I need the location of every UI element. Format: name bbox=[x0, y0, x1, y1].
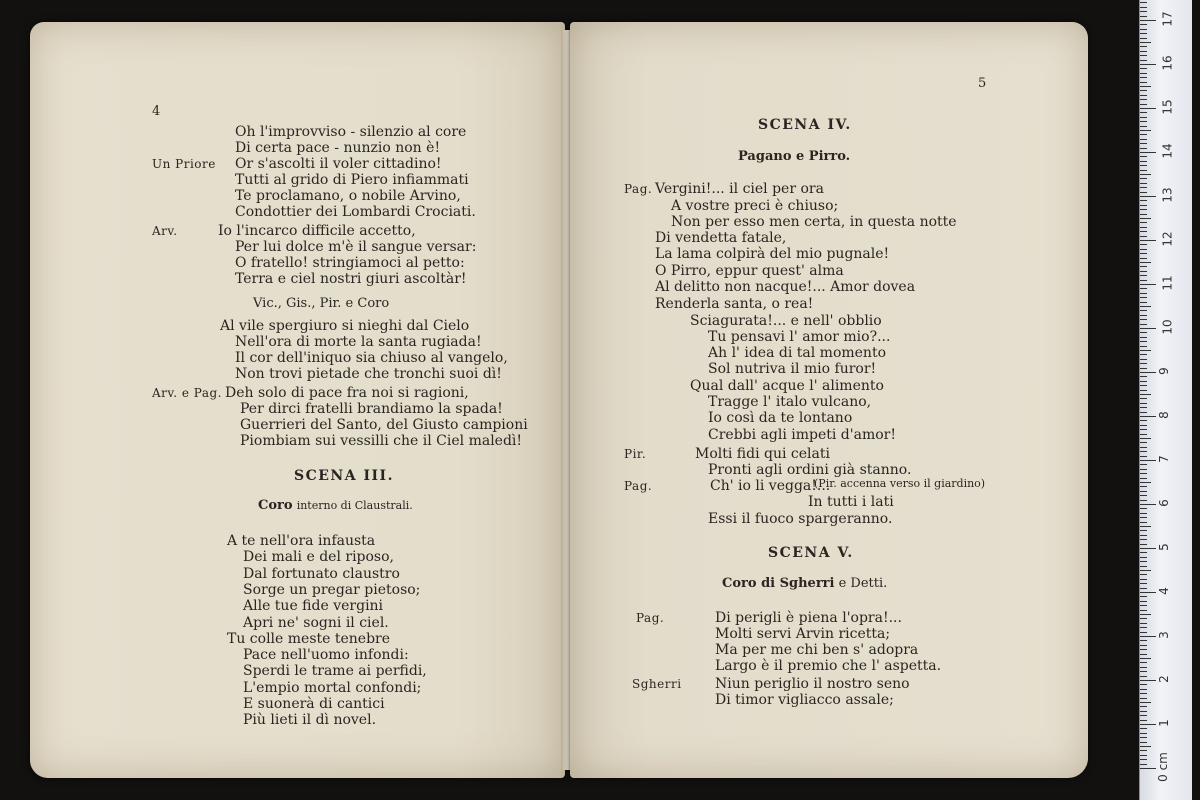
ruler-tick bbox=[1140, 733, 1147, 734]
chorus-line: Dal fortunato claustro bbox=[243, 565, 400, 582]
ruler-tick bbox=[1140, 768, 1156, 769]
verse-line: Sciagurata!... e nell' obblio bbox=[690, 313, 882, 329]
ruler-tick bbox=[1140, 244, 1147, 245]
ruler-tick bbox=[1140, 447, 1147, 448]
ruler-tick bbox=[1140, 438, 1151, 439]
ruler-tick bbox=[1140, 764, 1147, 765]
ruler-tick bbox=[1140, 178, 1147, 179]
ruler-tick bbox=[1140, 469, 1147, 470]
ruler-tick bbox=[1140, 596, 1147, 597]
ruler-tick bbox=[1140, 95, 1147, 96]
ruler-tick bbox=[1140, 121, 1147, 122]
ruler-tick bbox=[1140, 601, 1147, 602]
ruler-tick bbox=[1140, 420, 1147, 421]
verse-line: Nell'ora di morte la santa rugiada! bbox=[235, 334, 482, 350]
ruler-tick bbox=[1140, 117, 1147, 118]
chorus-line: E suonerà di cantici bbox=[243, 696, 385, 712]
verse-line: Condottier dei Lombardi Crociati. bbox=[235, 204, 476, 220]
ruler-tick bbox=[1140, 7, 1147, 8]
scene-3-subtitle bbox=[258, 498, 413, 513]
scene-3-sub-rest: interno di Claustrali. bbox=[296, 499, 413, 512]
chorus-line: L'empio mortal confondi; bbox=[243, 679, 422, 696]
chorus-line: Pace nell'uomo infondi: bbox=[243, 647, 409, 664]
scene-5-sub-bold: Coro di Sgherri bbox=[722, 576, 835, 591]
ruler-tick bbox=[1140, 38, 1147, 39]
ruler-tick bbox=[1140, 579, 1147, 580]
ruler-tick bbox=[1140, 293, 1147, 294]
ruler-tick bbox=[1140, 77, 1147, 78]
ruler-tick bbox=[1140, 552, 1147, 553]
ruler-tick bbox=[1140, 33, 1147, 34]
verse-line: Di certa pace - nunzio non è! bbox=[235, 140, 441, 156]
ruler-tick bbox=[1140, 73, 1147, 74]
ruler-tick bbox=[1140, 610, 1147, 611]
scene-5-title: SCENA V. bbox=[768, 545, 854, 561]
ruler-tick bbox=[1140, 728, 1147, 729]
ruler-tick bbox=[1140, 302, 1147, 303]
verse-line: Oh l'improvviso - silenzio al core bbox=[235, 124, 467, 140]
ruler-tick bbox=[1140, 482, 1151, 483]
ruler-tick bbox=[1140, 588, 1147, 589]
chorus-line: Apri ne' sogni il ciel. bbox=[243, 614, 389, 631]
ruler-tick bbox=[1140, 618, 1147, 619]
ruler-tick bbox=[1140, 271, 1147, 272]
ruler-tick bbox=[1140, 755, 1147, 756]
ruler-tick bbox=[1140, 720, 1147, 721]
ruler-tick bbox=[1140, 332, 1147, 333]
ruler-tick bbox=[1140, 570, 1151, 571]
ruler-tick bbox=[1140, 407, 1147, 408]
ruler-tick bbox=[1140, 60, 1147, 61]
speaker-label: Pag. bbox=[624, 182, 653, 196]
ruler-tick bbox=[1140, 460, 1156, 461]
measurement-ruler bbox=[1139, 0, 1192, 800]
ruler-tick bbox=[1140, 310, 1147, 311]
chorus-line: Sorge un pregar pietoso; bbox=[243, 581, 421, 598]
ruler-tick bbox=[1140, 429, 1147, 430]
verse-line: Deh solo di pace fra noi si ragioni, bbox=[225, 385, 469, 401]
ruler-tick bbox=[1140, 161, 1147, 162]
verse-line: Tutti al grido di Piero infiammati bbox=[235, 172, 469, 188]
ruler-tick bbox=[1140, 627, 1147, 628]
verse-line: Ma per me chi ben s' adopra bbox=[715, 642, 919, 658]
ruler-tick bbox=[1140, 143, 1147, 144]
ruler-tick bbox=[1140, 671, 1147, 672]
chorus-line: Dei mali e del riposo, bbox=[243, 549, 394, 566]
scene-4-title: SCENA IV. bbox=[758, 117, 852, 133]
ruler-tick bbox=[1140, 134, 1147, 135]
verse-line: Per dirci fratelli brandiamo la spada! bbox=[240, 401, 503, 417]
ruler-tick bbox=[1140, 328, 1156, 329]
verse-line: Sol nutriva il mio furor! bbox=[708, 361, 877, 377]
verse-line: In tutti i lati bbox=[808, 494, 894, 510]
ruler-tick bbox=[1140, 108, 1156, 109]
ruler-tick bbox=[1140, 451, 1147, 452]
ruler-tick bbox=[1140, 689, 1147, 690]
ruler-tick bbox=[1140, 478, 1147, 479]
ruler-tick bbox=[1140, 390, 1147, 391]
ruler-tick bbox=[1140, 530, 1147, 531]
ruler-tick bbox=[1140, 90, 1147, 91]
ruler-tick bbox=[1140, 156, 1147, 157]
ruler-tick bbox=[1140, 649, 1147, 650]
ruler-tick bbox=[1140, 315, 1147, 316]
ruler-tick bbox=[1140, 112, 1147, 113]
ruler-number: 11 bbox=[1160, 275, 1175, 291]
speaker-label: Pag. bbox=[636, 611, 665, 625]
verse-line: Per lui dolce m'è il sangue versar: bbox=[235, 239, 477, 255]
ruler-tick bbox=[1140, 517, 1147, 518]
ruler-tick bbox=[1140, 196, 1156, 197]
verse-line: O fratello! stringiamoci al petto: bbox=[235, 255, 465, 271]
ruler-tick bbox=[1140, 297, 1147, 298]
verse-line: Molti fidi qui celati bbox=[695, 446, 830, 462]
ruler-tick bbox=[1140, 275, 1147, 276]
ruler-number: 5 bbox=[1156, 543, 1171, 551]
speaker-label: Pir. bbox=[624, 447, 647, 461]
ruler-tick bbox=[1140, 262, 1151, 263]
ruler-tick bbox=[1140, 737, 1147, 738]
ruler-tick bbox=[1140, 236, 1147, 237]
ruler-tick bbox=[1140, 693, 1147, 694]
ruler-tick bbox=[1140, 654, 1147, 655]
ruler-tick bbox=[1140, 746, 1151, 747]
ruler-tick bbox=[1140, 544, 1147, 545]
ruler-tick bbox=[1140, 200, 1147, 201]
ruler-number: 17 bbox=[1160, 11, 1175, 27]
right-page-number: 5 bbox=[978, 76, 987, 91]
ruler-tick bbox=[1140, 11, 1147, 12]
ruler-tick bbox=[1140, 715, 1147, 716]
ruler-tick bbox=[1140, 491, 1147, 492]
ruler-tick bbox=[1140, 99, 1147, 100]
ruler-tick bbox=[1140, 82, 1147, 83]
ruler-tick bbox=[1140, 526, 1151, 527]
verse-line: Di vendetta fatale, bbox=[655, 230, 787, 246]
verse-line: O Pirro, eppur quest' alma bbox=[655, 263, 844, 279]
verse-line: Tragge l' italo vulcano, bbox=[708, 394, 872, 410]
ruler-tick bbox=[1140, 368, 1147, 369]
ruler-tick bbox=[1140, 253, 1147, 254]
ruler-tick bbox=[1140, 711, 1147, 712]
verse-line: Qual dall' acque l' alimento bbox=[690, 378, 884, 394]
ruler-tick bbox=[1140, 280, 1147, 281]
ruler-number: 15 bbox=[1160, 99, 1175, 115]
ruler-tick bbox=[1140, 126, 1147, 127]
ruler-tick bbox=[1140, 473, 1147, 474]
ruler-tick bbox=[1140, 86, 1151, 87]
ruler-tick bbox=[1140, 698, 1147, 699]
ruler-tick bbox=[1140, 645, 1147, 646]
ruler-tick bbox=[1140, 183, 1147, 184]
ruler-number: 10 bbox=[1160, 319, 1175, 335]
ruler-tick bbox=[1140, 306, 1151, 307]
ruler-tick bbox=[1140, 658, 1151, 659]
ruler-tick bbox=[1140, 240, 1156, 241]
ruler-tick bbox=[1140, 456, 1147, 457]
ruler-tick bbox=[1140, 513, 1147, 514]
verse-line: Io così da te lontano bbox=[708, 410, 853, 426]
ruler-number: 13 bbox=[1160, 187, 1175, 203]
ruler-tick bbox=[1140, 51, 1147, 52]
ruler-tick bbox=[1140, 350, 1151, 351]
verse-line: Molti servi Arvin ricetta; bbox=[715, 626, 891, 642]
ruler-tick bbox=[1140, 258, 1147, 259]
ruler-tick bbox=[1140, 341, 1147, 342]
ruler-tick bbox=[1140, 680, 1156, 681]
ruler-tick bbox=[1140, 398, 1147, 399]
ruler-number: 2 bbox=[1156, 675, 1171, 683]
verse-line: Ch' io li vegga!... bbox=[710, 478, 831, 494]
verse-line: Piombiam sui vessilli che il Ciel maledì! bbox=[240, 433, 523, 449]
verse-line: Essi il fuoco spargeranno. bbox=[708, 511, 893, 527]
ruler-tick bbox=[1140, 706, 1147, 707]
verse-line: Pronti agli ordini già stanno. bbox=[708, 462, 912, 478]
ruler-tick bbox=[1140, 192, 1147, 193]
ruler-tick bbox=[1140, 55, 1147, 56]
ruler-tick bbox=[1140, 557, 1147, 558]
ruler-tick bbox=[1140, 130, 1151, 131]
ruler-tick bbox=[1140, 561, 1147, 562]
verse-line: Io l'incarco difficile accetto, bbox=[218, 223, 416, 239]
ruler-tick bbox=[1140, 139, 1147, 140]
scene-3-title: SCENA III. bbox=[294, 468, 394, 484]
speaker-label: Un Priore bbox=[152, 157, 216, 171]
verse-line: Largo è il premio che l' aspetta. bbox=[715, 658, 942, 674]
ruler-tick bbox=[1140, 592, 1156, 593]
ruler-tick bbox=[1140, 486, 1147, 487]
ruler-tick bbox=[1140, 759, 1147, 760]
ruler-number: 1 bbox=[1156, 719, 1171, 727]
ruler-number: 14 bbox=[1160, 143, 1175, 159]
verse-line: Non trovi pietade che tronchi suoi dì! bbox=[235, 366, 502, 382]
verse-line: Crebbi agli impeti d'amor! bbox=[708, 427, 896, 443]
speaker-label: Arv. e Pag. bbox=[152, 386, 222, 400]
scene-4-subtitle: Pagano e Pirro. bbox=[738, 149, 851, 164]
ruler-number: 0 cm bbox=[1155, 752, 1170, 782]
ruler-tick bbox=[1140, 508, 1147, 509]
ruler-tick bbox=[1140, 152, 1156, 153]
ruler-tick bbox=[1140, 381, 1147, 382]
verse-line: Te proclamano, o nobile Arvino, bbox=[235, 188, 461, 204]
scene-5-sub-rest: e Detti. bbox=[838, 576, 888, 591]
ruler-tick bbox=[1140, 68, 1147, 69]
ruler-tick bbox=[1140, 64, 1156, 65]
stage-direction: (Pir. accenna verso il giardino) bbox=[814, 477, 986, 490]
ruler-tick bbox=[1140, 222, 1147, 223]
verse-line: Tu pensavi l' amor mio?... bbox=[708, 329, 891, 345]
scene-5-subtitle bbox=[722, 576, 887, 591]
ruler-tick bbox=[1140, 605, 1147, 606]
chorus-line: A te nell'ora infausta bbox=[227, 533, 376, 549]
ruler-tick bbox=[1140, 394, 1151, 395]
left-page-number: 4 bbox=[152, 104, 161, 119]
ruler-tick bbox=[1140, 566, 1147, 567]
ruler-tick bbox=[1140, 170, 1147, 171]
ruler-tick bbox=[1140, 266, 1147, 267]
ruler-tick bbox=[1140, 354, 1147, 355]
ruler-tick bbox=[1140, 214, 1147, 215]
ruler-tick bbox=[1140, 231, 1147, 232]
speaker-label: Pag. bbox=[624, 479, 653, 493]
verse-line: La lama colpirà del mio pugnale! bbox=[655, 246, 890, 262]
ruler-tick bbox=[1140, 667, 1147, 668]
ruler-number: 9 bbox=[1156, 367, 1171, 375]
ruler-tick bbox=[1140, 372, 1156, 373]
ruler-tick bbox=[1140, 623, 1147, 624]
ruler-tick bbox=[1140, 227, 1147, 228]
ruler-number: 3 bbox=[1156, 631, 1171, 639]
ruler-tick bbox=[1140, 165, 1147, 166]
ruler-tick bbox=[1140, 346, 1147, 347]
ruler-tick bbox=[1140, 42, 1151, 43]
ruler-tick bbox=[1140, 416, 1156, 417]
ruler-tick bbox=[1140, 20, 1156, 21]
ruler-tick bbox=[1140, 363, 1147, 364]
ruler-tick bbox=[1140, 187, 1147, 188]
ruler-tick bbox=[1140, 104, 1147, 105]
ruler-tick bbox=[1140, 284, 1156, 285]
ruler-tick bbox=[1140, 403, 1147, 404]
ruler-tick bbox=[1140, 548, 1156, 549]
ruler-tick bbox=[1140, 583, 1147, 584]
ruler-tick bbox=[1140, 504, 1156, 505]
verse-line: Di perigli è piena l'opra!... bbox=[715, 610, 902, 626]
ruler-tick bbox=[1140, 46, 1147, 47]
ruler-number: 7 bbox=[1156, 455, 1171, 463]
ruler-tick bbox=[1140, 174, 1151, 175]
ruler-tick bbox=[1140, 412, 1147, 413]
ruler-tick bbox=[1140, 324, 1147, 325]
scene-3-sub-bold: Coro bbox=[258, 498, 293, 513]
ruler-tick bbox=[1140, 636, 1156, 637]
ruler-tick bbox=[1140, 385, 1147, 386]
verse-line: Or s'ascolti il voler cittadino! bbox=[235, 156, 442, 172]
ruler-tick bbox=[1140, 750, 1147, 751]
ruler-tick bbox=[1140, 209, 1147, 210]
ruler-tick bbox=[1140, 614, 1151, 615]
verse-line: Al delitto non nacque!... Amor dovea bbox=[655, 279, 916, 295]
verse-line: Niun periglio il nostro seno bbox=[715, 676, 910, 692]
verse-line: A vostre preci è chiuso; bbox=[671, 198, 839, 214]
ruler-tick bbox=[1140, 500, 1147, 501]
ruler-tick bbox=[1140, 288, 1147, 289]
ruler-number: 6 bbox=[1156, 499, 1171, 507]
ruler-tick bbox=[1140, 640, 1147, 641]
ruler-tick bbox=[1140, 425, 1147, 426]
ruler-tick bbox=[1140, 148, 1147, 149]
chorus-line: Sperdi le trame ai perfidi, bbox=[243, 663, 427, 680]
ruler-tick bbox=[1140, 319, 1147, 320]
verse-line: Vergini!... il ciel per ora bbox=[655, 181, 824, 197]
verse-line: Il cor dell'iniquo sia chiuso al vangelo, bbox=[235, 350, 508, 366]
ruler-tick bbox=[1140, 539, 1147, 540]
ruler-tick bbox=[1140, 535, 1147, 536]
ruler-tick bbox=[1140, 522, 1147, 523]
ruler-tick bbox=[1140, 702, 1151, 703]
ruler-tick bbox=[1140, 632, 1147, 633]
ruler-tick bbox=[1140, 442, 1147, 443]
ruler-number: 8 bbox=[1156, 411, 1171, 419]
ruler-tick bbox=[1140, 16, 1147, 17]
ruler-tick bbox=[1140, 464, 1147, 465]
ruler-tick bbox=[1140, 2, 1147, 3]
ruler-tick bbox=[1140, 218, 1151, 219]
ruler-number: 4 bbox=[1156, 587, 1171, 595]
verse-line: Non per esso men certa, in questa notte bbox=[671, 214, 957, 230]
ruler-tick bbox=[1140, 742, 1147, 743]
ruler-tick bbox=[1140, 495, 1147, 496]
verse-line: Guerrieri del Santo, del Giusto campioni bbox=[240, 417, 528, 433]
verse-line: Ah l' idea di tal momento bbox=[708, 345, 887, 361]
ruler-number: 12 bbox=[1160, 231, 1175, 247]
verse-line: Di timor vigliacco assale; bbox=[715, 692, 894, 708]
ruler-tick bbox=[1140, 724, 1156, 725]
ruler-tick bbox=[1140, 574, 1147, 575]
ruler-tick bbox=[1140, 24, 1147, 25]
ruler-tick bbox=[1140, 434, 1147, 435]
verse-line: Renderla santa, o rea! bbox=[655, 296, 814, 312]
ruler-tick bbox=[1140, 205, 1147, 206]
speaker-label: Sgherri bbox=[632, 677, 682, 691]
ruler-tick bbox=[1140, 376, 1147, 377]
verse-line: Terra e ciel nostri giuri ascoltàr! bbox=[235, 271, 467, 287]
ruler-tick bbox=[1140, 249, 1147, 250]
ruler-tick bbox=[1140, 684, 1147, 685]
chorus-line: Alle tue fide vergini bbox=[243, 598, 384, 615]
ruler-tick bbox=[1140, 359, 1147, 360]
ruler-tick bbox=[1140, 676, 1147, 677]
ruler-tick bbox=[1140, 29, 1147, 30]
cast-list: Vic., Gis., Pir. e Coro bbox=[253, 296, 390, 311]
ruler-number: 16 bbox=[1160, 55, 1175, 71]
ruler-tick bbox=[1140, 662, 1147, 663]
chorus-line: Tu colle meste tenebre bbox=[227, 630, 391, 647]
chorus-line: Più lieti il dì novel. bbox=[243, 712, 377, 729]
speaker-label: Arv. bbox=[152, 224, 178, 238]
ruler-tick bbox=[1140, 337, 1147, 338]
verse-line: Al vile spergiuro si nieghi dal Cielo bbox=[220, 318, 470, 334]
